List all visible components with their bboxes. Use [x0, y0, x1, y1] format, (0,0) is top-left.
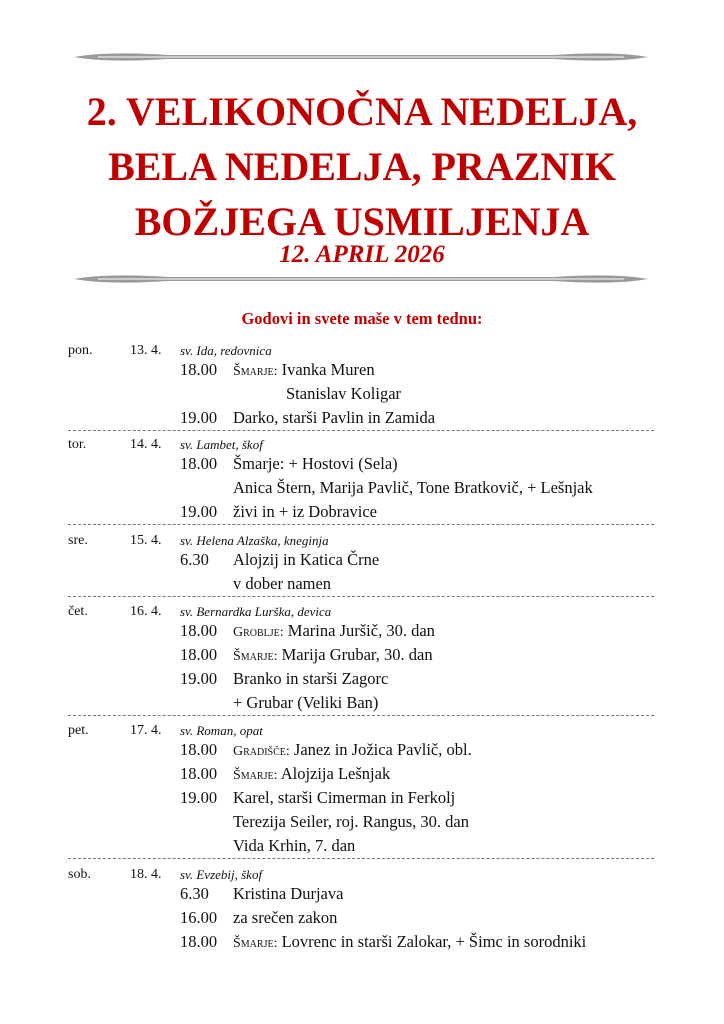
- mass-time: 16.00: [180, 908, 218, 927]
- day-date: 14. 4.: [130, 437, 162, 452]
- mass-entry: [68, 476, 654, 500]
- mass-entry: [68, 548, 654, 572]
- intention-text: Šmarje: + Hostovi (Sela): [233, 454, 398, 473]
- intention-text: Karel, starši Cimerman in Ferkolj: [233, 788, 456, 807]
- day-date: 17. 4.: [130, 723, 162, 738]
- day-header: [68, 720, 654, 738]
- mass-intention: [233, 548, 379, 572]
- mass-intention: [233, 882, 343, 906]
- intention-text: Stanislav Koligar: [286, 384, 402, 403]
- saint-of-day: sv. Ida, redovnica: [180, 343, 272, 358]
- intention-text: Janez in Jožica Pavlič, obl.: [293, 740, 472, 759]
- mass-entry: [68, 358, 654, 382]
- saint-of-day: sv. Lambet, škof: [180, 437, 263, 452]
- mass-entry: [68, 810, 654, 834]
- mass-intention: [233, 500, 377, 524]
- week-heading: Godovi in svete maše v tem tednu:: [241, 309, 483, 328]
- intention-text: Lovrenc in starši Zalokar, + Šimc in sorodniki: [281, 932, 587, 951]
- mass-intention: [233, 643, 433, 669]
- mass-location: Šmarje:: [233, 364, 278, 379]
- mass-intention: [233, 667, 388, 691]
- mass-entry: [68, 452, 654, 476]
- bottom-ornament-divider: [68, 272, 654, 286]
- mass-entry: [68, 691, 654, 715]
- mass-intention: [233, 452, 398, 476]
- mass-time: 19.00: [180, 408, 218, 427]
- day-block: [68, 530, 654, 597]
- intention-text: Vida Krhin, 7. dan: [233, 836, 356, 855]
- mass-entry: [68, 786, 654, 810]
- mass-intention: [233, 786, 455, 810]
- mass-entry: [68, 643, 654, 667]
- day-block: [68, 864, 654, 954]
- day-block: [68, 434, 654, 525]
- mass-entry: [68, 667, 654, 691]
- intention-text: Anica Štern, Marija Pavlič, Tone Bratkovič, + Lešnjak: [233, 478, 593, 497]
- day-date: 18. 4.: [130, 867, 162, 882]
- day-date: 13. 4.: [130, 343, 162, 358]
- mass-time: 18.00: [180, 645, 218, 664]
- top-ornament-divider: [68, 50, 654, 64]
- day-header: [68, 601, 654, 619]
- mass-entry: [68, 738, 654, 762]
- mass-time: 18.00: [180, 932, 218, 951]
- mass-location: Gradišče:: [233, 744, 290, 759]
- mass-entry: [68, 382, 654, 406]
- day-block: [68, 720, 654, 859]
- day-name: pet.: [68, 723, 89, 738]
- mass-entry: [68, 882, 654, 906]
- mass-entry: [68, 762, 654, 786]
- mass-location: Šmarje:: [233, 649, 278, 664]
- mass-location: Šmarje:: [233, 768, 278, 783]
- day-name: pon.: [68, 343, 93, 358]
- sunday-date: 12. APRIL 2026: [279, 241, 445, 268]
- mass-entry: [68, 406, 654, 430]
- day-name: sob.: [68, 867, 91, 882]
- intention-text: Alojzija Lešnjak: [280, 764, 391, 783]
- day-block: [68, 601, 654, 716]
- mass-entry: [68, 500, 654, 524]
- intention-text: Ivanka Muren: [281, 360, 375, 379]
- mass-location: Groblje:: [233, 625, 284, 640]
- mass-entry: [68, 619, 654, 643]
- title-line-3: BOŽJEGA USMILJENJA: [134, 199, 590, 244]
- mass-intention: [233, 930, 586, 956]
- mass-entry: [68, 834, 654, 858]
- mass-intention: [233, 906, 337, 930]
- mass-time: 18.00: [180, 621, 218, 640]
- mass-entry: [68, 906, 654, 930]
- mass-time: 19.00: [180, 788, 218, 807]
- day-header: [68, 530, 654, 548]
- mass-intention: [233, 810, 469, 834]
- title-line-1: 2. VELIKONOČNA NEDELJA,: [86, 89, 638, 134]
- mass-time: 18.00: [180, 764, 218, 783]
- mass-intention: [233, 406, 435, 430]
- mass-time: 6.30: [180, 550, 209, 569]
- mass-intention: [233, 738, 472, 764]
- mass-entry: [68, 572, 654, 596]
- mass-intention: [233, 572, 331, 596]
- day-date: 15. 4.: [130, 533, 162, 548]
- mass-intention: [286, 382, 401, 406]
- intention-text: Marija Grubar, 30. dan: [281, 645, 433, 664]
- intention-text: + Grubar (Veliki Ban): [233, 693, 379, 712]
- saint-of-day: sv. Evzebij, škof: [180, 867, 263, 882]
- saint-of-day: sv. Helena Alzaška, kneginja: [180, 533, 329, 548]
- page-title: [0, 84, 724, 249]
- mass-entry: [68, 930, 654, 954]
- day-name: čet.: [68, 604, 88, 619]
- intention-text: Kristina Durjava: [233, 884, 344, 903]
- mass-intention: [233, 358, 375, 384]
- intention-text: Branko in starši Zagorc: [233, 669, 389, 688]
- day-name: sre.: [68, 533, 88, 548]
- title-line-2: BELA NEDELJA, PRAZNIK: [108, 144, 616, 189]
- day-header: [68, 864, 654, 882]
- day-date: 16. 4.: [130, 604, 162, 619]
- mass-time: 18.00: [180, 740, 218, 759]
- mass-location: Šmarje:: [233, 936, 278, 951]
- intention-text: živi in + iz Dobravice: [233, 502, 378, 521]
- mass-intention: [233, 619, 435, 645]
- day-header: [68, 340, 654, 358]
- mass-intention: [233, 834, 355, 858]
- intention-text: za srečen zakon: [233, 908, 338, 927]
- mass-intention: [233, 691, 378, 715]
- day-block: [68, 340, 654, 431]
- mass-time: 18.00: [180, 360, 218, 379]
- intention-text: Alojzij in Katica Črne: [233, 550, 380, 569]
- intention-text: Terezija Seiler, roj. Rangus, 30. dan: [233, 812, 469, 831]
- mass-time: 19.00: [180, 669, 218, 688]
- day-header: [68, 434, 654, 452]
- mass-time: 19.00: [180, 502, 218, 521]
- saint-of-day: sv. Bernardka Lurška, devica: [180, 604, 332, 619]
- mass-intention: [233, 762, 390, 788]
- intention-text: v dober namen: [233, 574, 332, 593]
- intention-text: Darko, starši Pavlin in Zamida: [233, 408, 436, 427]
- mass-time: 18.00: [180, 454, 218, 473]
- intention-text: Marina Juršič, 30. dan: [287, 621, 435, 640]
- mass-time: 6.30: [180, 884, 209, 903]
- saint-of-day: sv. Roman, opat: [180, 723, 263, 738]
- mass-intention: [233, 476, 593, 500]
- day-name: tor.: [68, 437, 87, 452]
